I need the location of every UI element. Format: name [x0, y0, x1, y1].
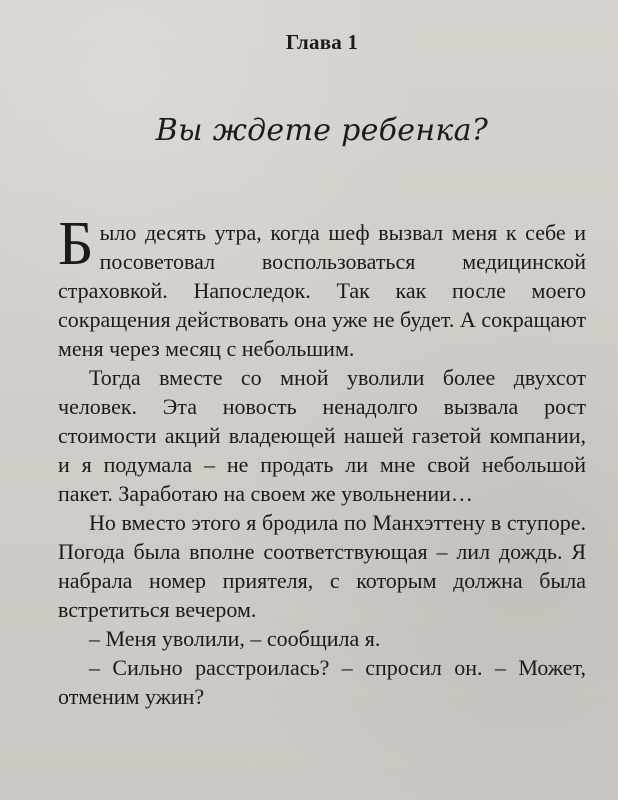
chapter-heading: Глава 1 [285, 30, 359, 54]
chapter-title: Вы ждете ребенка? [155, 113, 489, 148]
paragraph-2: Тогда вместе со мной уволили более двухсот человек. Эта новость ненадолго вызвала рост стоимости акций владеющей нашей газетой компании, и я подумала – не продать ли мне свой небольшой пакет. Заработаю на своем же увольнении… [58, 365, 586, 506]
page-content [58, 30, 586, 711]
paragraph-5: – Сильно расстроилась? – спросил он. – Может, отменим ужин? [58, 655, 586, 709]
paragraph-3: Но вместо этого я бродила по Манхэттену в ступоре. Погода была вполне соответствующая – лил дождь. Я набрала номер приятеля, с которым должна была встретиться вечером. [58, 510, 586, 622]
paragraph-4: – Меня уволили, – сообщила я. [89, 626, 381, 651]
paragraph-1-text: ыло десять утра, когда шеф вызвал меня к себе и посоветовал воспользоваться медицинской страховкой. Напоследок. Так как после моего сокращения действовать она уже не будет. А сокращают меня через месяц с небольшим. [58, 220, 586, 361]
dropcap-letter: Б [58, 210, 94, 278]
paragraph-1 [58, 210, 586, 363]
body-text [58, 210, 586, 711]
